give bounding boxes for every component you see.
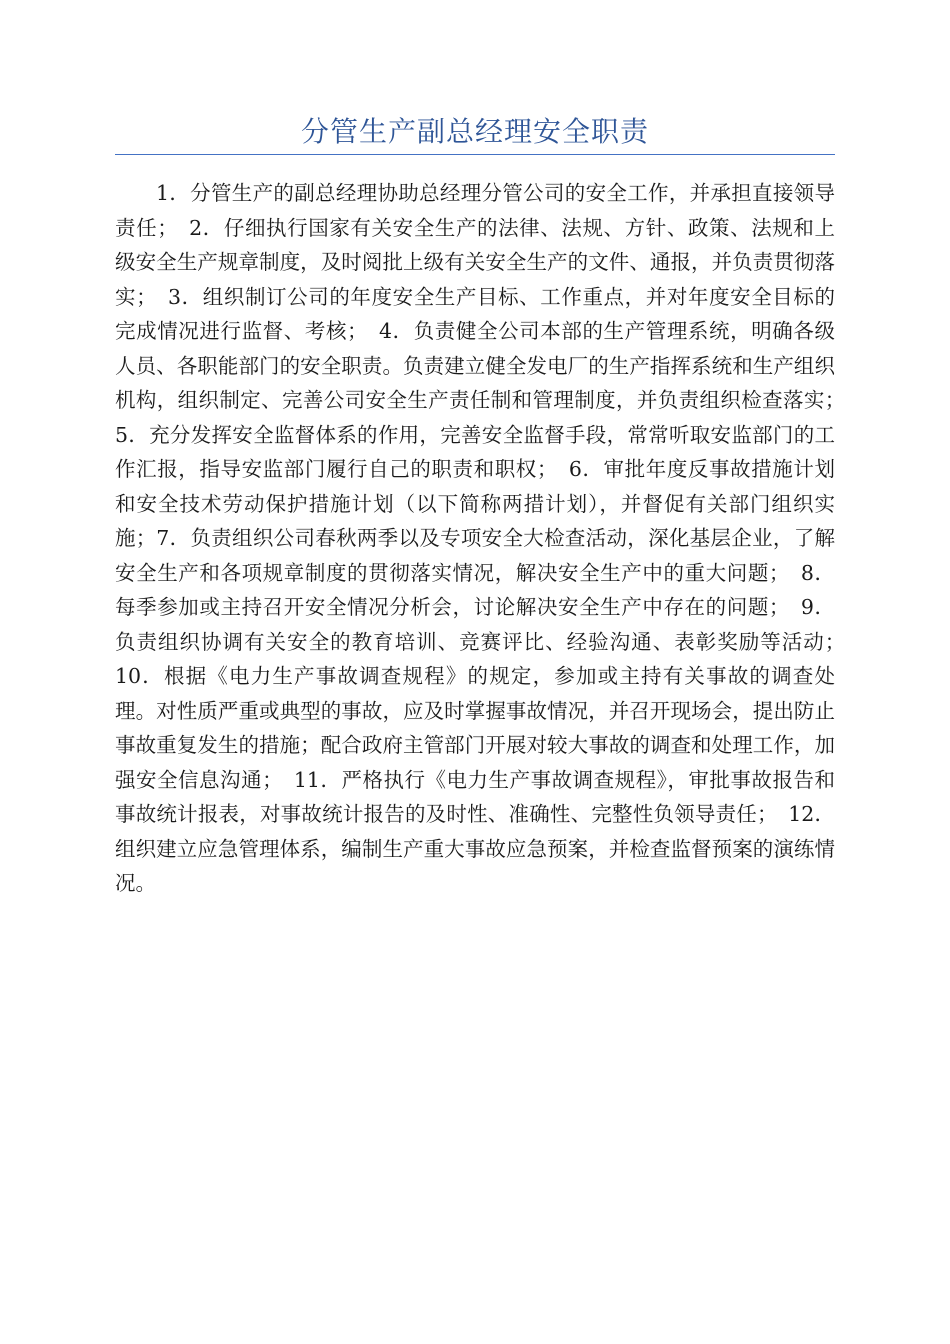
title-underline xyxy=(115,154,835,155)
document-title: 分管生产副总经理安全职责 xyxy=(300,115,649,148)
document-body: 1．分管生产的副总经理协助总经理分管公司的安全工作，并承担直接领导责任； 2．仔细执行国家有关安全生产的法律、法规、方针、政策、法规和上级安全生产规章制度，及时阅批上级有关安全生产的文件、通报，并负责贯彻落实； 3．组织制订公司的年度安全生产目标、工作重点，并对年度安全目标的完成情况进行监督、考核； 4．负责健全公司本部的生产管理系统，明确各级人员、各职能部门的安全职责。负责建立健全发电厂的生产指挥系统和生产组织机构，组织制定、完善公司安全生产责任制和管理制度，并负责组织检查落实； 5．充分发挥安全监督体系的作用，完善安全监督手段，常常听取安监部门的工作汇报，指导安监部门履行自己的职责和职权； 6．审批年度反事故措施计划和安全技术劳动保护措施计划（以下简称两措计划），并督促有关部门组织实施；7．负责组织公司春秋两季以及专项安全大检查活动，深化基层企业，了解安全生产和各项规章制度的贯彻落实情况，解决安全生产中的重大问题； 8．每季参加或主持召开安全情况分析会，讨论解决安全生产中存在的问题； 9．负责组织协调有关安全的教育培训、竞赛评比、经验沟通、表彰奖励等活动； 10．根据《电力生产事故调查规程》的规定，参加或主持有关事故的调查处理。对性质严重或典型的事故，应及时掌握事故情况，并召开现场会，提出防止事故重复发生的措施；配合政府主管部门开展对较大事故的调查和处理工作，加强安全信息沟通； 11．严格执行《电力生产事故调查规程》，审批事故报告和事故统计报表，对事故统计报告的及时性、准确性、完整性负领导责任； 12．组织建立应急管理体系，编制生产重大事故应急预案，并检查监督预案的演练情况。 xyxy=(115,181,856,895)
